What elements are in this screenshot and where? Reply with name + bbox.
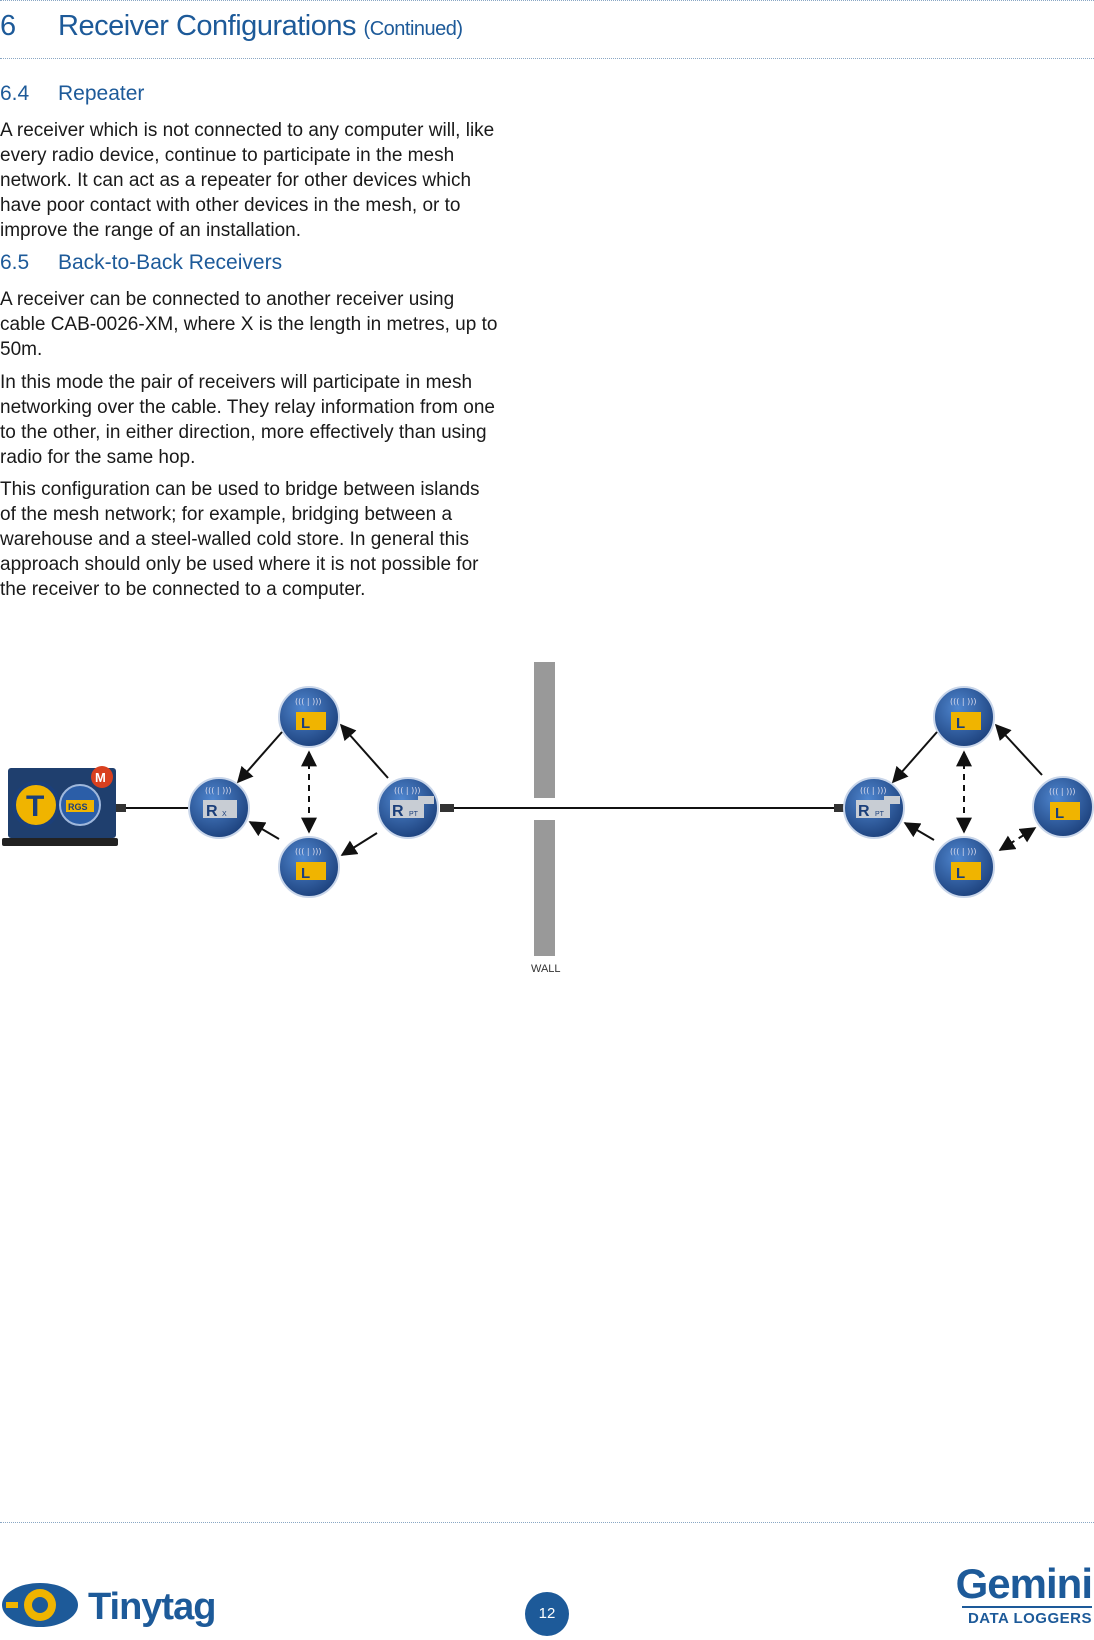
cable-plug-left	[440, 804, 454, 812]
wall-label: WALL	[531, 963, 561, 975]
repeater-paragraph: A receiver which is not connected to any computer will, like every radio device, continue to participate in the mesh network. It can act as a repeater for other devices which have poor contact with other devices in the mesh, or to improve the range of an installation.	[0, 120, 495, 241]
section-heading-repeater	[0, 82, 144, 106]
logger-right-bottom	[934, 837, 994, 897]
logger-letter: L	[956, 865, 966, 882]
logger-right-far	[1033, 777, 1093, 837]
logger-left-top	[279, 687, 339, 747]
receiver-rpt-left-letter: R	[392, 803, 404, 820]
chapter-number: 6	[0, 10, 16, 42]
back-to-back-diagram	[0, 650, 1094, 980]
logger-letter: L	[1055, 805, 1065, 822]
receiver-rpt-right	[844, 778, 904, 838]
receiver-rpt-left-sub: PT	[409, 811, 418, 818]
top-rule	[0, 0, 1094, 1]
logger-letter: L	[956, 715, 966, 732]
arrow-logger-to-rx	[238, 732, 282, 782]
tinytag-app-letter: T	[26, 790, 45, 823]
section-title: Repeater	[58, 82, 145, 105]
arrow-logger-bottom-to-rx	[250, 822, 279, 839]
section-title: Back-to-Back Receivers	[58, 251, 283, 274]
tinytag-wordmark: Tinytag	[88, 1586, 216, 1628]
svg-text:((( | ))): ((( | )))	[1049, 787, 1076, 796]
tinytag-logo	[0, 1575, 240, 1640]
svg-text:((( | ))): ((( | )))	[950, 697, 977, 706]
laptop-plug	[116, 804, 126, 812]
chapter-continued: (Continued)	[363, 18, 463, 40]
logger-right-top	[934, 687, 994, 747]
receiver-rpt-left	[378, 778, 438, 838]
rgs-app-label: RGS	[68, 802, 88, 812]
gemini-wordmark: Gemini	[955, 1560, 1092, 1607]
svg-text:((( | ))): ((( | )))	[295, 847, 322, 856]
logger-left-bottom	[279, 837, 339, 897]
section-number: 6.5	[0, 251, 30, 274]
arrow-logger-to-rpt-right	[893, 732, 937, 782]
wall-upper	[534, 662, 555, 798]
svg-text:((( | ))): ((( | )))	[860, 786, 887, 795]
back-to-back-paragraph-2: In this mode the pair of receivers will participate in mesh networking over the cable. They relay information from one to the other, in either direction, more effectively than using radio for the same hop.	[0, 372, 495, 468]
logger-letter: L	[301, 865, 311, 882]
arrow-rpt-to-logger-bottom	[342, 833, 377, 855]
page-number: 12	[525, 1592, 569, 1636]
svg-text:((( | ))): ((( | )))	[394, 786, 421, 795]
gemini-subtitle: DATA LOGGERS	[962, 1606, 1092, 1627]
svg-text:((( | ))): ((( | )))	[295, 697, 322, 706]
svg-text:((( | ))): ((( | )))	[205, 786, 232, 795]
chapter-title: Receiver Configurations	[58, 10, 356, 42]
section-heading-back-to-back	[0, 251, 282, 275]
laptop	[2, 766, 118, 846]
back-to-back-paragraph-3: This configuration can be used to bridge between islands of the mesh network; for example, bridging between a warehouse and a steel-walled cold store. In general this approach should only be used where it is not possible for the receiver to be connected to a computer.	[0, 479, 480, 600]
receiver-rpt-right-sub: PT	[875, 811, 884, 818]
receiver-rpt-right-letter: R	[858, 803, 870, 820]
receiver-rx-sub: X	[222, 811, 227, 818]
back-to-back-paragraph-1: A receiver can be connected to another receiver using cable CAB-0026-XM, where X is the length in metres, up to 50m.	[0, 289, 498, 360]
svg-text:((( | ))): ((( | )))	[950, 847, 977, 856]
receiver-rx	[189, 778, 249, 838]
arrow-logger-bottom-to-rpt-right	[905, 823, 934, 840]
receiver-rx-letter: R	[206, 803, 218, 820]
tinytag-logo-mark	[0, 1575, 240, 1635]
chapter-heading	[0, 10, 463, 43]
footer-rule	[0, 1522, 1094, 1523]
chapter-rule	[0, 58, 1094, 59]
logger-letter: L	[301, 715, 311, 732]
arrow-logger-far-to-logger-top	[996, 725, 1042, 775]
gemini-logo	[922, 1562, 1092, 1627]
section-number: 6.4	[0, 82, 30, 105]
arrow-rpt-to-logger	[341, 725, 388, 778]
wall-lower	[534, 820, 555, 956]
laptop-badge: M	[95, 770, 106, 785]
arrow-logger-far-dashed	[1000, 828, 1035, 850]
